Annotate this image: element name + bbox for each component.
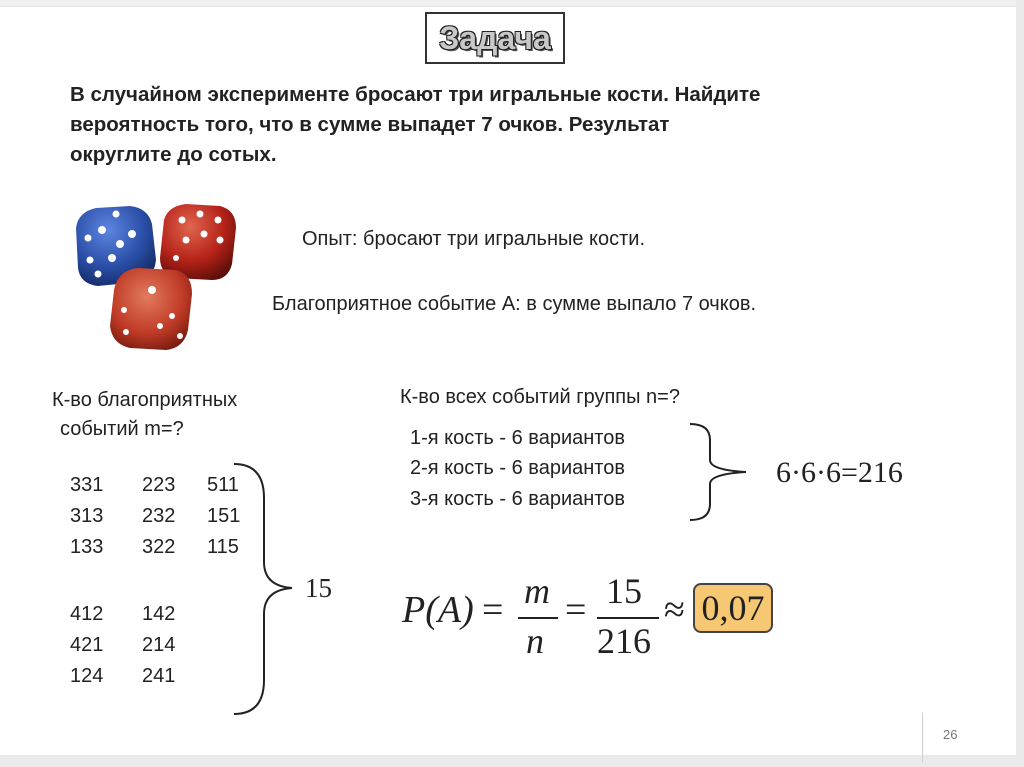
outcome-cell: 241 (142, 665, 176, 687)
total-count-label: К-во всех событий группы n=? (400, 386, 680, 408)
outcome-cell: 223 (142, 474, 176, 496)
favorable-count-label-line: событий m=? (60, 418, 184, 440)
outcome-cell: 142 (142, 603, 176, 625)
problem-statement (70, 80, 970, 170)
outcome-cell: 133 (70, 536, 104, 558)
variants-brace (688, 420, 758, 524)
favorable-count-label-line: К-во благоприятных (52, 389, 238, 411)
problem-line: округлите до сотых. (70, 143, 277, 166)
problem-line: вероятность того, что в сумме выпадет 7 очков. Результат (70, 113, 670, 136)
variant-line: 1-я кость - 6 вариантов (410, 427, 625, 449)
formula-approx: ≈ (664, 589, 685, 631)
outcome-cell: 412 (70, 603, 104, 625)
favorable-count-label (52, 386, 237, 444)
variant-line: 3-я кость - 6 вариантов (410, 488, 625, 510)
slide-frame-bottom (0, 755, 1024, 767)
page-number: 26 (943, 727, 958, 742)
outcome-cell: 313 (70, 505, 104, 527)
variant-line: 2-я кость - 6 вариантов (410, 457, 625, 479)
outcome-cell: 214 (142, 634, 176, 656)
outcome-cell: 331 (70, 474, 104, 496)
answer-badge: 0,07 (693, 583, 773, 633)
formula-numerator-15: 15 (606, 571, 642, 611)
title-box (425, 12, 565, 64)
slide-frame-right (1016, 0, 1024, 767)
formula-denominator-n: n (526, 621, 544, 661)
dice-illustration (68, 198, 248, 358)
formula-lhs: P(A) (402, 589, 474, 631)
experiment-text: Опыт: бросают три игральные кости. (302, 228, 646, 250)
slide-frame-top (0, 0, 1024, 7)
fraction-bar-2 (597, 617, 659, 619)
formula-equals-2: = (565, 589, 587, 631)
footer-divider (922, 713, 923, 763)
outcome-cell: 124 (70, 665, 104, 687)
favorable-total: 15 (305, 573, 332, 603)
outcome-cell: 322 (142, 536, 176, 558)
outcome-cell: 115 (207, 536, 239, 558)
outcome-cell: 151 (207, 505, 241, 527)
product-formula: 6·6·6=216 (776, 456, 903, 489)
formula-numerator-m: m (524, 571, 550, 611)
red-die-bottom (110, 268, 192, 350)
favorable-event-text: Благоприятное событие А: в сумме выпало 7 очков. (272, 293, 757, 315)
outcome-cell: 511 (207, 474, 239, 496)
fraction-bar-1 (518, 617, 558, 619)
formula-denominator-216: 216 (597, 621, 651, 661)
formula-equals-1: = (482, 589, 504, 631)
outcomes-brace (230, 458, 300, 720)
page-title: Задача (439, 19, 551, 56)
red-die-top (160, 204, 236, 280)
outcome-cell: 232 (142, 505, 176, 527)
outcome-cell: 421 (70, 634, 104, 656)
problem-line: В случайном эксперименте бросают три игральные кости. Найдите (70, 83, 761, 106)
